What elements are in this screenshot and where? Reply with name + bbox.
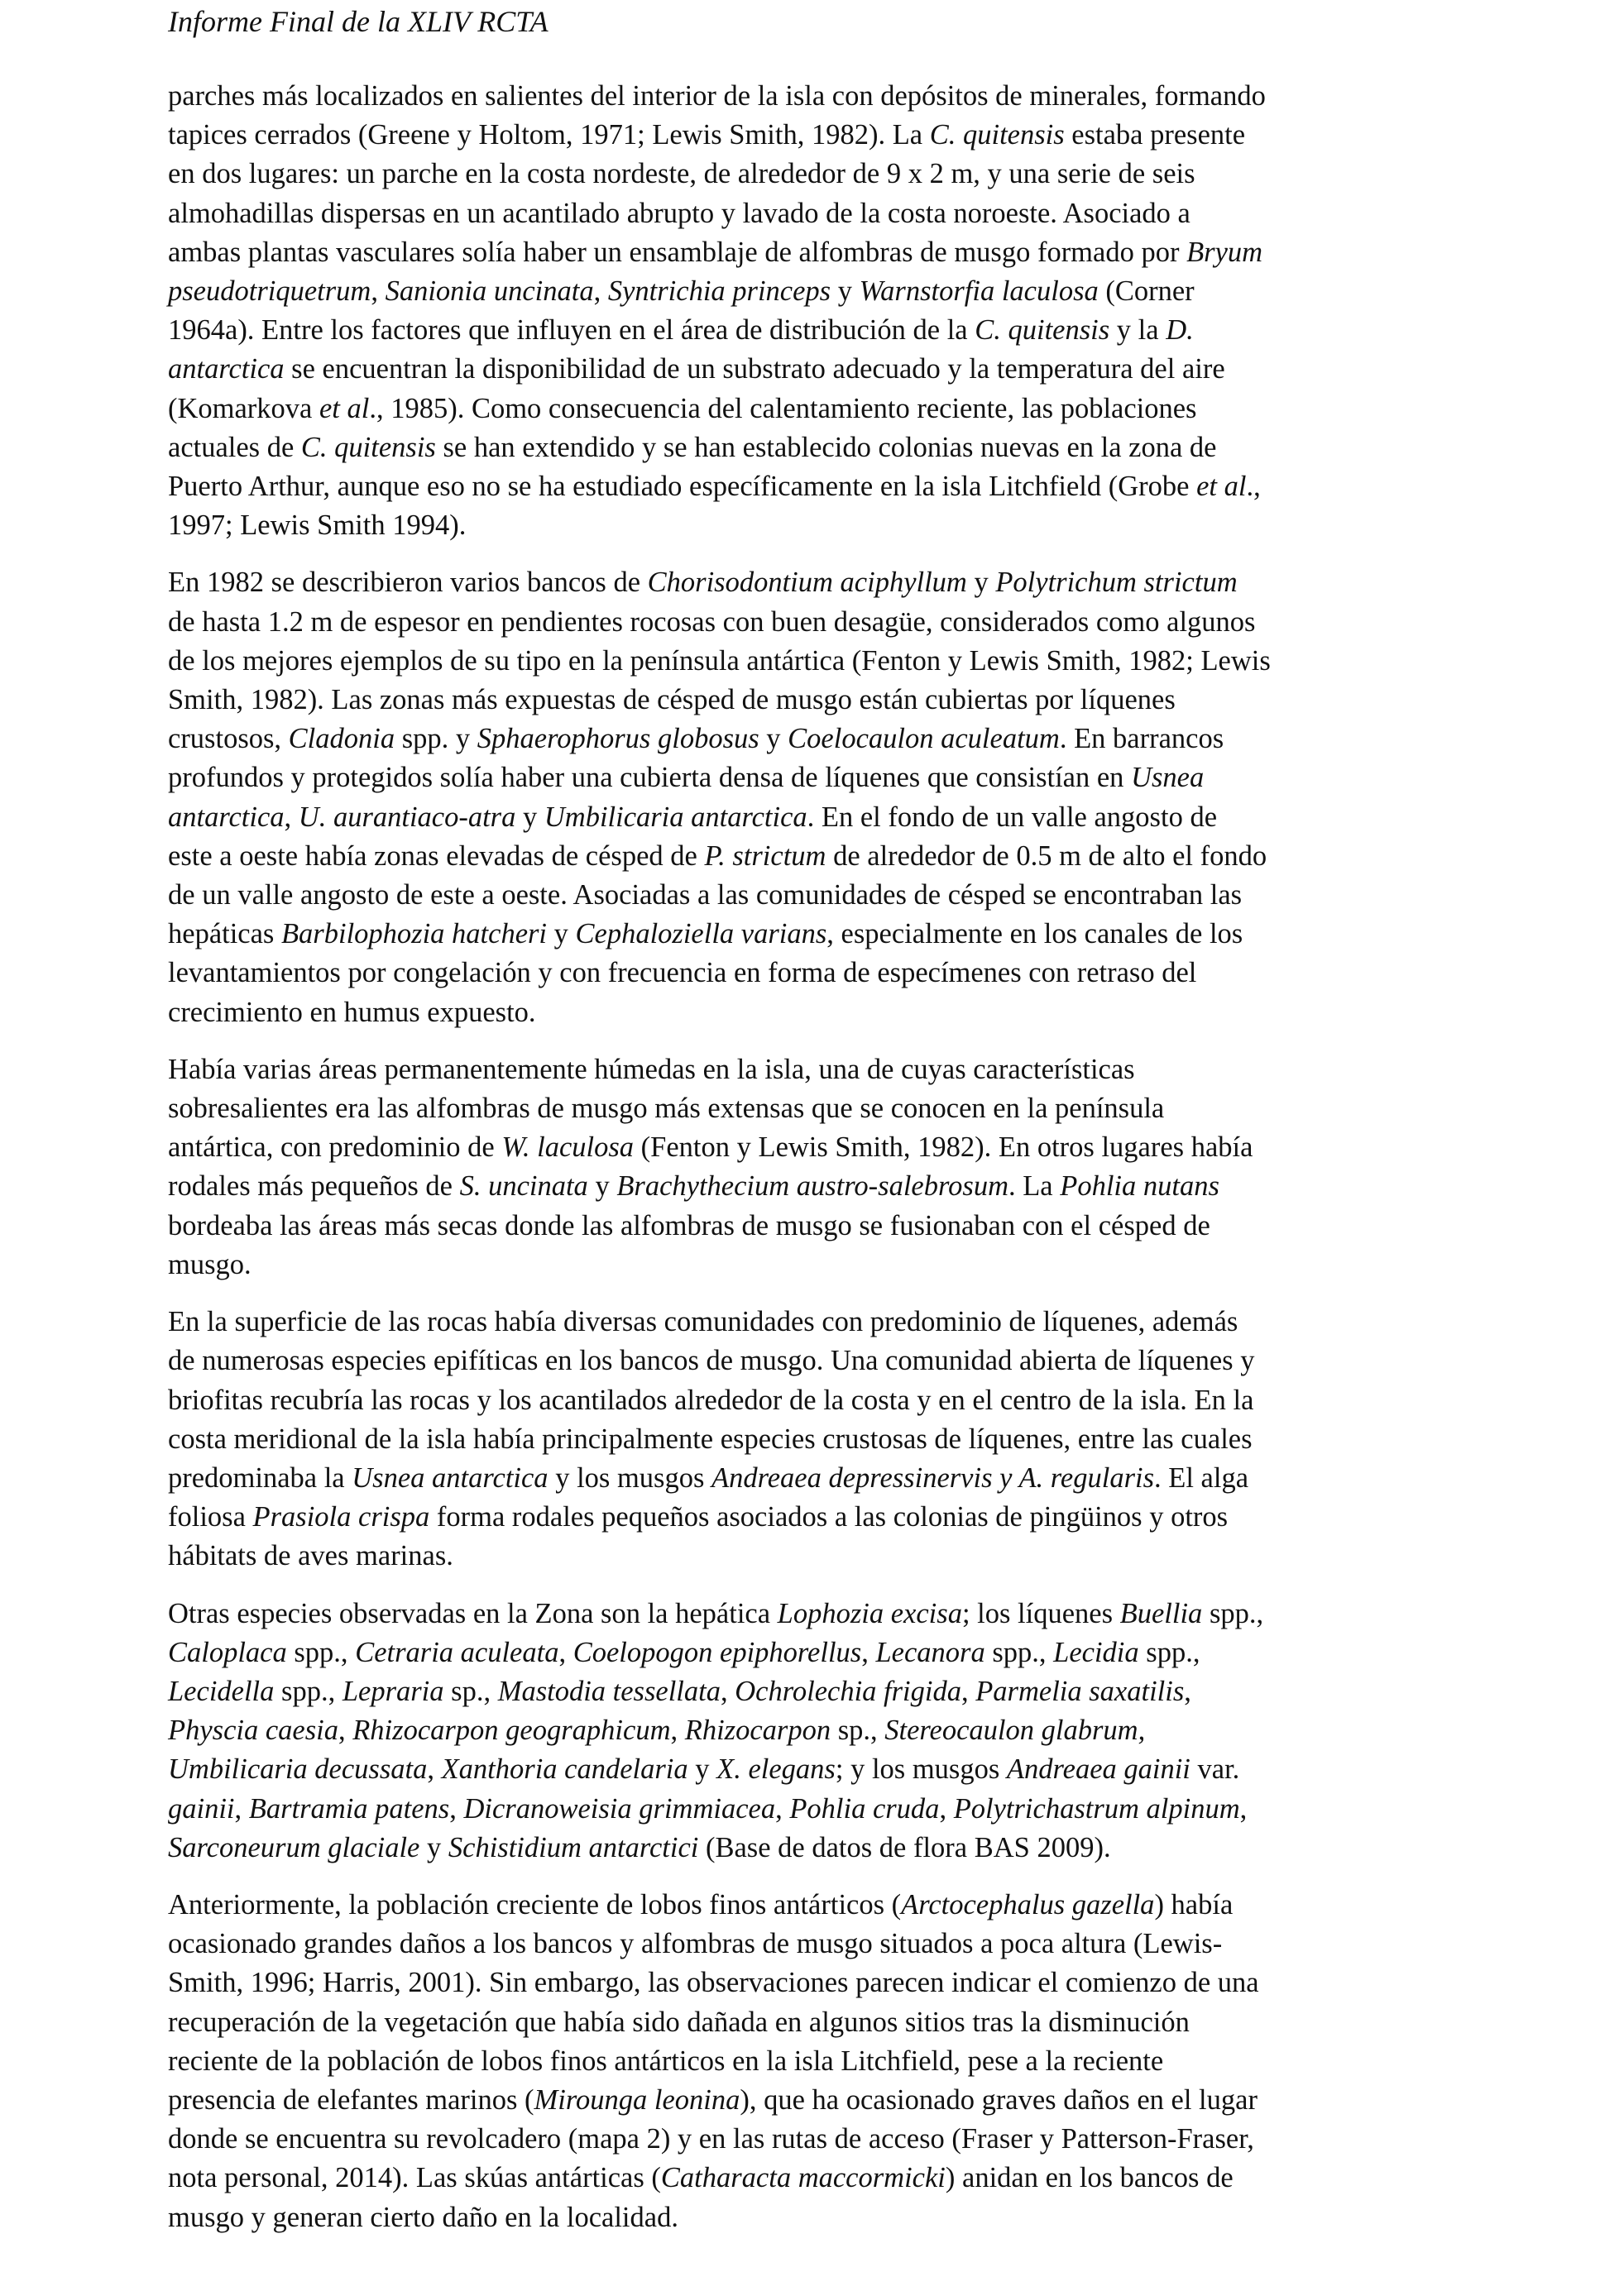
- text-run: recuperación de la vegetación que había sido dañada en algunos sitios tras la disminución: [168, 2006, 1190, 2038]
- text-run: y: [831, 275, 860, 308]
- text-run: ambas plantas vasculares solía haber un ensamblaje de alfombras de musgo formado por: [168, 236, 1187, 268]
- text-line: [168, 2120, 1467, 2159]
- text-line: [168, 1381, 1467, 1420]
- text-run: ) anidan en los bancos de: [945, 2162, 1234, 2194]
- italic-text: pseudotriquetrum: [168, 275, 371, 308]
- text-run: ,: [449, 1792, 464, 1825]
- text-run: y: [547, 918, 576, 950]
- italic-text: C. quitensis: [929, 119, 1065, 151]
- text-run: var.: [1190, 1753, 1240, 1786]
- text-line: [168, 954, 1467, 993]
- text-run: de un valle angosto de este a oeste. Asociadas a las comunidades de césped se encontraban las: [168, 879, 1243, 911]
- text-run: ,: [861, 1636, 876, 1668]
- text-run: crecimiento en humus expuesto.: [168, 996, 536, 1028]
- text-run: y: [759, 723, 788, 755]
- paragraph: [168, 1303, 1467, 1576]
- text-run: de numerosas especies epifíticas en los bancos de musgo. Una comunidad abierta de líquenes y: [168, 1345, 1255, 1377]
- text-run: En 1982 se describieron varios bancos de: [168, 567, 648, 599]
- text-run: este a oeste había zonas elevadas de césped de: [168, 839, 705, 872]
- text-run: nota personal, 2014). Las skúas antárticas (: [168, 2162, 661, 2194]
- italic-text: Cephaloziella varians: [575, 918, 827, 950]
- text-line: [168, 1750, 1467, 1789]
- text-line: [168, 506, 1467, 545]
- text-run: . El alga: [1154, 1461, 1249, 1494]
- text-run: sobresalientes era las alfombras de musgo más extensas que se conocen en la península: [168, 1093, 1165, 1125]
- italic-text: antarctica: [168, 801, 285, 833]
- text-run: ,: [338, 1715, 353, 1747]
- italic-text: Umbilicaria decussata: [168, 1753, 428, 1786]
- italic-text: Bartramia patens: [248, 1792, 450, 1825]
- text-run: sp.,: [831, 1715, 885, 1747]
- italic-text: Andreaea depressinervis y A. regularis: [711, 1461, 1155, 1494]
- text-line: [168, 2003, 1467, 2042]
- italic-text: Umbilicaria antarctica: [544, 801, 807, 833]
- italic-text: Coelopogon epiphorellus: [572, 1636, 862, 1668]
- italic-text: Polytrichum strictum: [995, 567, 1238, 599]
- text-line: [168, 1925, 1467, 1964]
- italic-text: Physcia caesia: [168, 1715, 338, 1747]
- text-run: ,: [720, 1675, 735, 1707]
- text-line: [168, 720, 1467, 758]
- paragraph: [168, 77, 1467, 545]
- italic-text: Syntrichia princeps: [607, 275, 831, 308]
- text-run: levantamientos por congelación y con frecuencia en forma de especímenes con retraso del: [168, 957, 1197, 989]
- text-run: musgo y generan cierto daño en la localidad.: [168, 2201, 678, 2233]
- text-line: [168, 390, 1467, 428]
- text-run: se encuentran la disponibilidad de un substrato adecuado y la temperatura del aire: [284, 353, 1225, 385]
- italic-text: Catharacta maccormicki: [660, 2162, 946, 2194]
- italic-text: Lophozia excisa: [777, 1597, 962, 1629]
- text-run: spp.,: [286, 1636, 356, 1668]
- text-run: ,: [961, 1675, 976, 1707]
- text-line: [168, 915, 1467, 954]
- text-run: musgo.: [168, 1248, 252, 1280]
- text-run: spp.,: [274, 1675, 343, 1707]
- text-line: [168, 1246, 1467, 1284]
- text-run: ,: [593, 275, 608, 308]
- text-run: ,: [939, 1792, 954, 1825]
- text-run: 1997; Lewis Smith 1994).: [168, 509, 467, 542]
- text-run: reciente de la población de lobos finos antárticos en la isla Litchfield, pese a la reciente: [168, 2045, 1164, 2077]
- text-run: ,: [427, 1753, 442, 1786]
- text-run: de hasta 1.2 m de espesor en pendientes rocosas con buen desagüe, considerados como algunos: [168, 605, 1256, 638]
- italic-text: Sphaerophorus globosus: [477, 723, 759, 755]
- text-run: spp.,: [984, 1636, 1054, 1668]
- text-run: Puerto Arthur, aunque eso no se ha estudiado específicamente en la isla Litchfield (Grobe: [168, 471, 1197, 503]
- text-run: donde se encuentra su revolcadero (mapa 2) y en las rutas de acceso (Fraser y Patterson-Fraser,: [168, 2123, 1254, 2155]
- text-line: [168, 876, 1467, 915]
- italic-text: Arctocephalus gazella: [901, 1888, 1155, 1921]
- text-run: ., 1985). Como consecuencia del calentamiento reciente, las poblaciones: [369, 392, 1197, 424]
- italic-text: Bryum: [1186, 236, 1263, 268]
- text-run: de los mejores ejemplos de su tipo en la península antártica (Fenton y Lewis Smith, 1982; Lewis: [168, 644, 1271, 677]
- running-header: Informe Final de la XLIV RCTA: [168, 5, 549, 38]
- text-line: [168, 311, 1467, 350]
- text-run: 1964a). Entre los factores que influyen en el área de distribución de la: [168, 314, 975, 347]
- text-run: ,: [558, 1636, 573, 1668]
- text-run: de alrededor de 0.5 m de alto el fondo: [826, 839, 1267, 872]
- text-run: se han extendido y se han establecido colonias nuevas en la zona de: [435, 431, 1217, 463]
- text-run: y: [587, 1170, 617, 1203]
- italic-text: C. quitensis: [300, 431, 436, 463]
- text-line: [168, 350, 1467, 389]
- text-run: sp.,: [443, 1675, 498, 1707]
- text-run: ocasionado grandes daños a los bancos y alfombras de musgo situados a poca altura (Lewis-: [168, 1928, 1223, 1960]
- text-run: foliosa: [168, 1501, 253, 1533]
- text-line: [168, 603, 1467, 642]
- italic-text: Lecidia: [1053, 1636, 1139, 1668]
- text-run: Smith, 1996; Harris, 2001). Sin embargo, las observaciones parecen indicar el comienzo de una: [168, 1967, 1259, 1999]
- paragraph: [168, 1050, 1467, 1284]
- text-line: [168, 1089, 1467, 1128]
- italic-text: Rhizocarpon geographicum: [352, 1715, 671, 1747]
- text-run: hepáticas: [168, 918, 281, 950]
- text-run: ), que ha ocasionado graves daños en el lugar: [740, 2083, 1258, 2116]
- text-run: ; y los musgos: [835, 1753, 1007, 1786]
- text-line: [168, 758, 1467, 797]
- italic-text: Pohlia cruda: [789, 1792, 940, 1825]
- text-run: ,: [234, 1792, 249, 1825]
- text-run: . En barrancos: [1059, 723, 1224, 755]
- text-run: , especialmente en los canales de los: [826, 918, 1243, 950]
- text-line: [168, 798, 1467, 837]
- text-line: [168, 155, 1467, 194]
- text-run: spp. y: [395, 723, 477, 755]
- italic-text: Xanthoria candelaria: [441, 1753, 688, 1786]
- italic-text: Lepraria: [342, 1675, 444, 1707]
- text-run: en dos lugares: un parche en la costa nordeste, de alrededor de 9 x 2 m, y una serie de seis: [168, 158, 1195, 190]
- text-run: ,: [670, 1715, 685, 1747]
- text-line: [168, 1459, 1467, 1498]
- text-run: forma rodales pequeños asociados a las colonias de pingüinos y otros: [429, 1501, 1229, 1533]
- text-run: bordeaba las áreas más secas donde las alfombras de musgo se fusionaban con el césped de: [168, 1209, 1210, 1241]
- text-run: almohadillas dispersas en un acantilado abrupto y lavado de la costa noroeste. Asociado a: [168, 197, 1190, 229]
- text-line: [168, 1303, 1467, 1342]
- text-run: ) había: [1154, 1888, 1234, 1921]
- text-run: presencia de elefantes marinos (: [168, 2083, 534, 2116]
- italic-text: et al: [319, 392, 370, 424]
- italic-text: S. uncinata: [459, 1170, 588, 1203]
- italic-text: Dicranoweisia grimmiacea: [463, 1792, 776, 1825]
- paragraph: [168, 1595, 1467, 1868]
- italic-text: Stereocaulon glabrum,: [884, 1715, 1146, 1747]
- italic-text: Usnea antarctica: [352, 1461, 549, 1494]
- italic-text: Brachythecium austro-salebrosum: [616, 1170, 1008, 1203]
- italic-text: W. laculosa: [501, 1131, 635, 1164]
- text-line: [168, 1167, 1467, 1206]
- text-run: crustosos,: [168, 723, 289, 755]
- text-run: antártica, con predominio de: [168, 1131, 502, 1164]
- text-line: [168, 272, 1467, 311]
- text-run: Había varias áreas permanentemente húmedas en la isla, una de cuyas características: [168, 1053, 1135, 1085]
- text-line: [168, 1128, 1467, 1167]
- text-line: [168, 681, 1467, 720]
- italic-text: Parmelia saxatilis: [975, 1675, 1185, 1707]
- text-line: [168, 77, 1467, 116]
- text-run: y: [966, 567, 996, 599]
- italic-text: gainii: [168, 1792, 235, 1825]
- text-run: . En el fondo de un valle angosto de: [807, 801, 1218, 833]
- italic-text: X. elegans: [716, 1753, 836, 1786]
- text-line: [168, 2081, 1467, 2120]
- text-run: estaba presente: [1064, 119, 1246, 151]
- text-run: ,: [371, 275, 386, 308]
- italic-text: Rhizocarpon: [684, 1715, 831, 1747]
- text-line: [168, 2042, 1467, 2081]
- text-line: [168, 642, 1467, 681]
- text-line: [168, 1964, 1467, 2002]
- text-run: ; los líquenes: [961, 1597, 1120, 1629]
- text-run: y: [687, 1753, 717, 1786]
- italic-text: Warnstorfia laculosa: [859, 275, 1099, 308]
- italic-text: Schistidium antarctici: [448, 1831, 699, 1863]
- text-line: [168, 467, 1467, 506]
- italic-text: antarctica: [168, 353, 285, 385]
- text-line: [168, 1050, 1467, 1089]
- text-line: [168, 1634, 1467, 1672]
- text-line: [168, 233, 1467, 272]
- italic-text: Polytrichastrum alpinum: [953, 1792, 1240, 1825]
- text-run: ,: [1184, 1675, 1191, 1707]
- text-run: ,: [1239, 1792, 1248, 1825]
- paragraph: [168, 1886, 1467, 2237]
- text-line: [168, 2159, 1467, 2198]
- text-run: hábitats de aves marinas.: [168, 1540, 453, 1572]
- text-line: [168, 1829, 1467, 1868]
- italic-text: Pohlia nutans: [1060, 1170, 1219, 1203]
- text-run: briofitas recubría las rocas y los acantilados alrededor de la costa y en el centro de la isla. En la: [168, 1384, 1254, 1416]
- italic-text: Andreaea gainii: [1006, 1753, 1190, 1786]
- text-run: En la superficie de las rocas había diversas comunidades con predominio de líquenes, además: [168, 1306, 1238, 1338]
- text-line: [168, 1672, 1467, 1711]
- text-run: spp.,: [1202, 1597, 1264, 1629]
- text-run: (Corner: [1098, 275, 1195, 308]
- body-text: [168, 77, 1467, 2255]
- italic-text: D.: [1166, 314, 1194, 347]
- italic-text: Mastodia tessellata: [497, 1675, 721, 1707]
- text-line: [168, 1790, 1467, 1829]
- italic-text: U. aurantiaco-atra: [298, 801, 516, 833]
- text-line: [168, 1711, 1467, 1750]
- text-run: .,: [1246, 471, 1261, 503]
- text-run: parches más localizados en salientes del interior de la isla con depósitos de minerales, formando: [168, 80, 1266, 112]
- text-run: rodales más pequeños de: [168, 1170, 460, 1203]
- text-line: [168, 1886, 1467, 1925]
- text-line: [168, 1342, 1467, 1380]
- text-run: (Fenton y Lewis Smith, 1982). En otros lugares había: [634, 1131, 1253, 1164]
- italic-text: P. strictum: [704, 839, 826, 872]
- text-run: Smith, 1982). Las zonas más expuestas de césped de musgo están cubiertas por líquenes: [168, 684, 1176, 716]
- text-run: ,: [284, 801, 299, 833]
- text-line: [168, 1498, 1467, 1537]
- text-line: [168, 2198, 1467, 2237]
- italic-text: Lecanora: [875, 1636, 985, 1668]
- italic-text: et al: [1196, 471, 1247, 503]
- text-run: tapices cerrados (Greene y Holtom, 1971; Lewis Smith, 1982). La: [168, 119, 930, 151]
- text-run: costa meridional de la isla había principalmente especies crustosas de líquenes, entre las cuales: [168, 1423, 1253, 1455]
- paragraph: [168, 563, 1467, 1031]
- italic-text: Mirounga leonina: [534, 2083, 740, 2116]
- text-run: spp.,: [1138, 1636, 1200, 1668]
- text-line: [168, 837, 1467, 876]
- text-run: Otras especies observadas en la Zona son la hepática: [168, 1597, 778, 1629]
- text-line: [168, 1537, 1467, 1576]
- text-run: (Base de datos de flora BAS 2009).: [698, 1831, 1111, 1863]
- italic-text: Coelocaulon aculeatum: [788, 723, 1060, 755]
- text-run: (Komarkova: [168, 392, 319, 424]
- italic-text: Barbilophozia hatcheri: [280, 918, 548, 950]
- text-run: y los musgos: [548, 1461, 712, 1494]
- italic-text: Lecidella: [168, 1675, 275, 1707]
- text-line: [168, 116, 1467, 155]
- text-run: y: [515, 801, 544, 833]
- italic-text: Sarconeurum glaciale: [168, 1831, 420, 1863]
- italic-text: Cetraria aculeata: [355, 1636, 559, 1668]
- text-line: [168, 428, 1467, 467]
- italic-text: Cladonia: [288, 723, 395, 755]
- italic-text: C. quitensis: [975, 314, 1110, 347]
- text-run: y la: [1109, 314, 1167, 347]
- text-run: Anteriormente, la población creciente de lobos finos antárticos (: [168, 1888, 902, 1921]
- text-run: y: [419, 1831, 448, 1863]
- italic-text: Ochrolechia frigida: [735, 1675, 961, 1707]
- text-line: [168, 1595, 1467, 1634]
- text-line: [168, 993, 1467, 1032]
- text-run: ,: [775, 1792, 790, 1825]
- italic-text: Buellia: [1119, 1597, 1203, 1629]
- text-run: predominaba la: [168, 1461, 352, 1494]
- italic-text: Usnea: [1131, 762, 1205, 794]
- text-line: [168, 563, 1467, 602]
- italic-text: Sanionia uncinata: [385, 275, 594, 308]
- italic-text: Caloplaca: [168, 1636, 287, 1668]
- text-line: [168, 194, 1467, 233]
- text-line: [168, 1207, 1467, 1246]
- italic-text: Chorisodontium aciphyllum: [647, 567, 967, 599]
- text-run: actuales de: [168, 431, 301, 463]
- text-run: profundos y protegidos solía haber una cubierta densa de líquenes que consistían en: [168, 762, 1132, 794]
- italic-text: Prasiola crispa: [252, 1501, 430, 1533]
- text-run: . La: [1008, 1170, 1061, 1203]
- text-line: [168, 1420, 1467, 1459]
